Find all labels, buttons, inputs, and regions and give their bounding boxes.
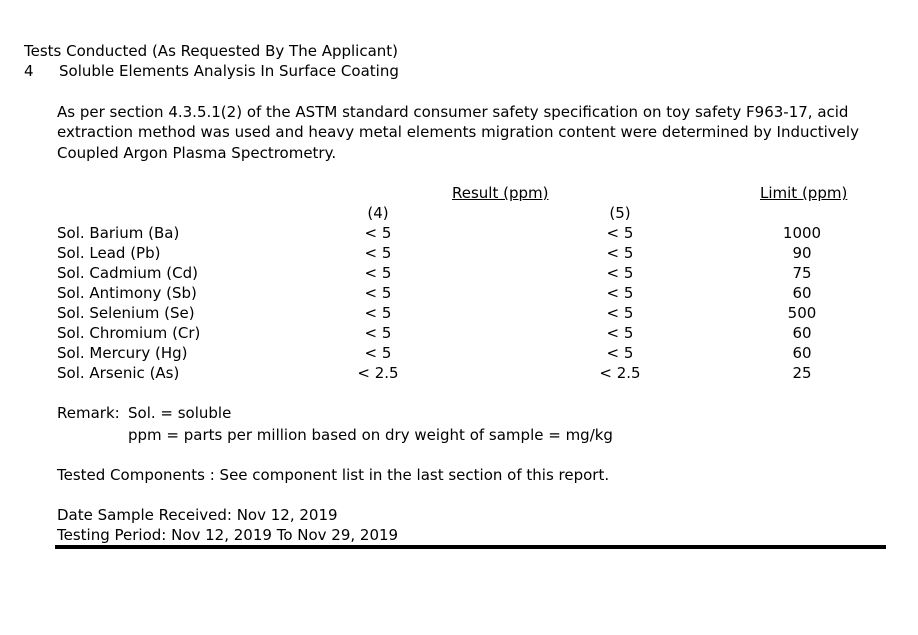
result-5: < 5 bbox=[606, 224, 634, 242]
testing-period: Testing Period: Nov 12, 2019 To Nov 29, 2019 bbox=[57, 526, 399, 544]
result-5: < 5 bbox=[606, 324, 634, 342]
result-4: < 5 bbox=[364, 324, 392, 342]
date-received: Date Sample Received: Nov 12, 2019 bbox=[57, 506, 338, 524]
section-title: Soluble Elements Analysis In Surface Coating bbox=[59, 62, 399, 80]
description-line-3: Coupled Argon Plasma Spectrometry. bbox=[57, 144, 337, 162]
element-name: Sol. Antimony (Sb) bbox=[57, 284, 197, 302]
element-name: Sol. Cadmium (Cd) bbox=[57, 264, 198, 282]
remark-line-2: ppm = parts per million based on dry weight of sample = mg/kg bbox=[128, 426, 613, 444]
result-4: < 5 bbox=[364, 284, 392, 302]
element-name: Sol. Mercury (Hg) bbox=[57, 344, 188, 362]
result-4: < 5 bbox=[364, 224, 392, 242]
element-name: Sol. Lead (Pb) bbox=[57, 244, 161, 262]
remark-label: Remark: bbox=[57, 404, 120, 422]
sample-header-4: (4) bbox=[367, 204, 389, 222]
description-line-1: As per section 4.3.5.1(2) of the ASTM standard consumer safety specification on toy safety F963-17, acid bbox=[57, 103, 849, 121]
result-5: < 5 bbox=[606, 244, 634, 262]
tested-components: Tested Components : See component list in the last section of this report. bbox=[57, 466, 610, 484]
result-5: < 5 bbox=[606, 344, 634, 362]
sample-header-5: (5) bbox=[609, 204, 631, 222]
bottom-divider bbox=[55, 545, 886, 549]
element-name: Sol. Barium (Ba) bbox=[57, 224, 180, 242]
limit-value: 1000 bbox=[782, 224, 822, 242]
section-number: 4 bbox=[24, 62, 34, 80]
limit-value: 60 bbox=[792, 344, 812, 362]
element-name: Sol. Arsenic (As) bbox=[57, 364, 180, 382]
description-line-2: extraction method was used and heavy metal elements migration content were determined by Inductively bbox=[57, 123, 859, 141]
limit-value: 60 bbox=[792, 284, 812, 302]
limit-value: 60 bbox=[792, 324, 812, 342]
limit-header: Limit (ppm) bbox=[760, 184, 848, 202]
result-5: < 5 bbox=[606, 264, 634, 282]
result-4: < 5 bbox=[364, 304, 392, 322]
result-4: < 5 bbox=[364, 344, 392, 362]
limit-value: 500 bbox=[787, 304, 817, 322]
result-5: < 5 bbox=[606, 304, 634, 322]
result-5: < 2.5 bbox=[599, 364, 641, 382]
page-heading: Tests Conducted (As Requested By The Applicant) bbox=[24, 42, 399, 60]
remark-line-1: Sol. = soluble bbox=[128, 404, 232, 422]
result-5: < 5 bbox=[606, 284, 634, 302]
limit-value: 90 bbox=[792, 244, 812, 262]
result-4: < 5 bbox=[364, 264, 392, 282]
element-name: Sol. Chromium (Cr) bbox=[57, 324, 201, 342]
element-name: Sol. Selenium (Se) bbox=[57, 304, 195, 322]
limit-value: 75 bbox=[792, 264, 812, 282]
result-4: < 5 bbox=[364, 244, 392, 262]
result-header: Result (ppm) bbox=[452, 184, 549, 202]
result-4: < 2.5 bbox=[357, 364, 399, 382]
limit-value: 25 bbox=[792, 364, 812, 382]
